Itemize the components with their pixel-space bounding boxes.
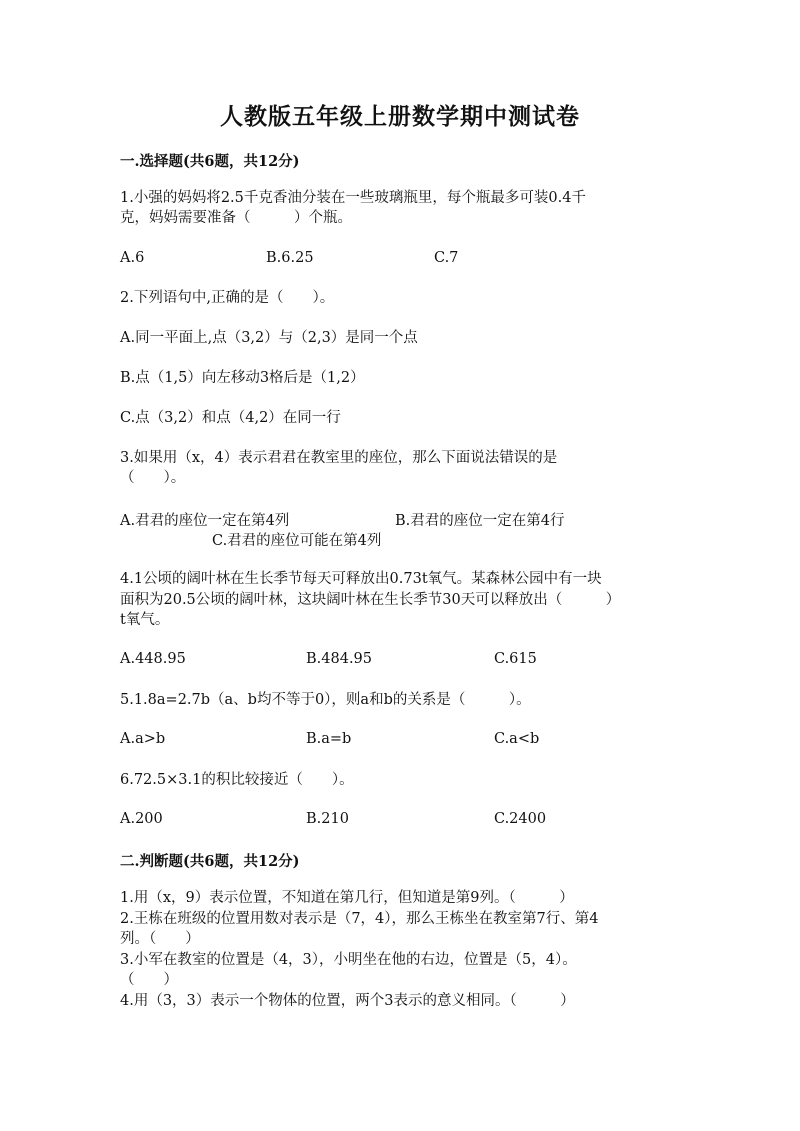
exam-title: 人教版五年级上册数学期中测试卷 xyxy=(220,103,580,130)
q5-option-c: C.a<b xyxy=(494,731,540,747)
judge-line: （ ） xyxy=(120,972,178,988)
judge-line: 2.王栋在班级的位置用数对表示是（7，4），那么王栋坐在教室第7行、第4 xyxy=(120,911,599,927)
q2-option-b: B.点（1,5）向左移动3格后是（1,2） xyxy=(120,370,365,386)
q4-line2: 面积为20.5公顷的阔叶林，这块阔叶林在生长季节30天可以释放出（ ） xyxy=(120,592,621,608)
q4-option-c: C.615 xyxy=(494,651,537,667)
judge-line: 4.用（3，3）表示一个物体的位置，两个3表示的意义相同。（ ） xyxy=(120,993,575,1009)
q4-option-a: A.448.95 xyxy=(120,651,186,667)
q3-line1: 3.如果用（x，4）表示君君在教室里的座位，那么下面说法错误的是 xyxy=(120,450,558,466)
section-choice-heading: 一.选择题(共6题，共12分) xyxy=(120,153,300,170)
q5-line1: 5.1.8a=2.7b（a、b均不等于0），则a和b的关系是（ ）。 xyxy=(120,692,531,708)
q1-line2: 克，妈妈需要准备（ ）个瓶。 xyxy=(120,210,352,226)
q6-line1: 6.72.5×3.1的积比较接近（ ）。 xyxy=(120,772,354,788)
q6-option-a: A.200 xyxy=(120,811,163,827)
q4-line3: t氧气。 xyxy=(120,612,170,628)
q3-option-a: A.君君的座位一定在第4列 xyxy=(120,513,290,529)
judge-line: 列。（ ） xyxy=(120,931,200,947)
q2-option-c: C.点（3,2）和点（4,2）在同一行 xyxy=(120,410,341,426)
q3-option-b: B.君君的座位一定在第4行 xyxy=(395,513,565,529)
q5-option-a: A.a>b xyxy=(120,731,166,747)
q1-line1: 1.小强的妈妈将2.5千克香油分装在一些玻璃瓶里，每个瓶最多可装0.4千 xyxy=(120,190,586,206)
section-judge-heading: 二.判断题(共6题，共12分) xyxy=(120,853,300,870)
q2-option-a: A.同一平面上,点（3,2）与（2,3）是同一个点 xyxy=(120,330,418,346)
q3-line2: （ ）。 xyxy=(120,470,186,486)
q6-option-c: C.2400 xyxy=(494,811,547,827)
q1-option-c: C.7 xyxy=(434,250,459,266)
q4-line1: 4.1公顷的阔叶林在生长季节每天可释放出0.73t氧气。某森林公园中有一块 xyxy=(120,571,602,587)
q4-option-b: B.484.95 xyxy=(306,651,373,667)
q1-option-b: B.6.25 xyxy=(266,250,314,266)
q6-option-b: B.210 xyxy=(306,811,349,827)
q2-line1: 2.下列语句中,正确的是（ ）。 xyxy=(120,290,335,306)
judge-line: 1.用（x，9）表示位置，不知道在第几行，但知道是第9列。（ ） xyxy=(120,890,574,906)
judge-line: 3.小军在教室的位置是（4，3），小明坐在他的右边，位置是（5，4）。 xyxy=(120,952,577,968)
q1-option-a: A.6 xyxy=(120,250,145,266)
q5-option-b: B.a=b xyxy=(306,731,352,747)
q3-option-c: C.君君的座位可能在第4列 xyxy=(212,533,382,549)
